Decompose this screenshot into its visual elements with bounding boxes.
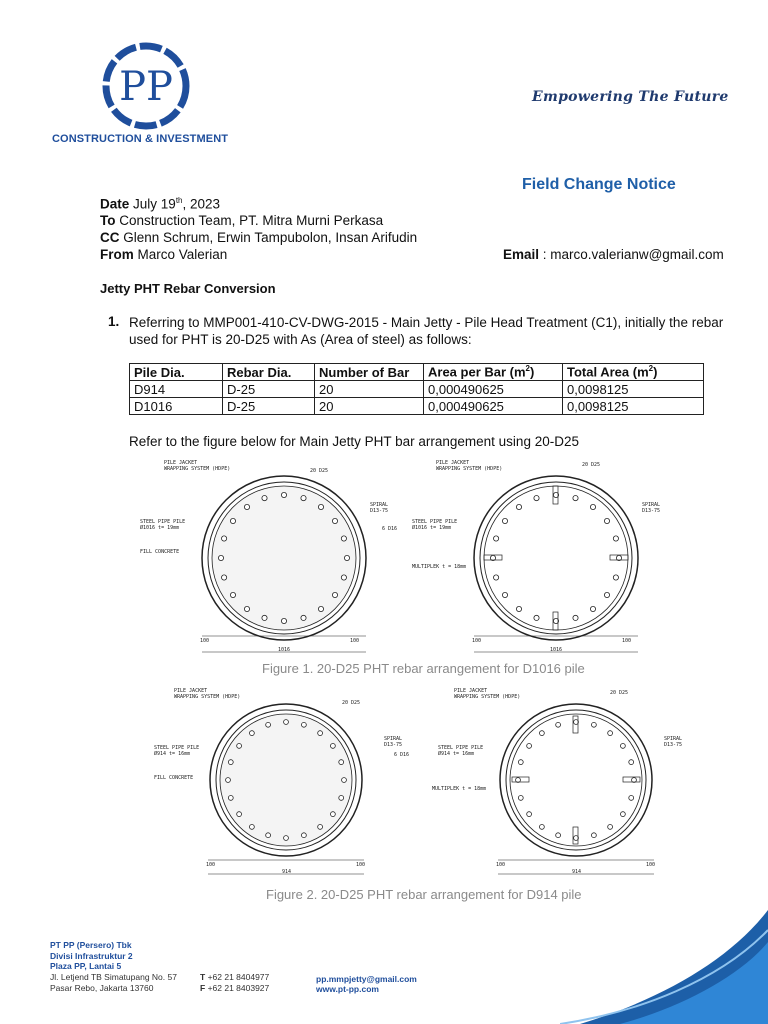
footer-address-line: Pasar Rebo, Jakarta 13760 [50,983,154,993]
rebar-bar [613,536,618,541]
company-name: CONSTRUCTION & INVESTMENT [52,133,229,145]
table-cell: D-25 [223,381,315,398]
meta-to [100,213,383,228]
svg-text:D13-75: D13-75 [664,742,683,748]
footer-company-line: PT PP (Persero) Tbk [50,940,132,950]
svg-text:WRAPPING SYSTEM (HDPE): WRAPPING SYSTEM (HDPE) [454,694,521,700]
rebar-bar [540,825,545,830]
rebar-bar [494,575,499,580]
svg-text:Ø1016 t= 19mm: Ø1016 t= 19mm [140,525,180,531]
rebar-bar [301,615,306,620]
table-cell: D914 [130,381,223,398]
svg-text:100: 100 [496,862,506,868]
to-value: Construction Team, PT. Mitra Murni Perkasa [119,213,384,228]
meta-date [100,196,220,212]
svg-text:20 D25: 20 D25 [610,690,629,696]
svg-text:SPIRAL: SPIRAL [370,502,389,508]
svg-text:914: 914 [282,869,292,875]
email-label: Email [503,247,540,262]
rebar-ring [490,492,621,623]
meta-cc [100,230,417,245]
rebar-bar [613,575,618,580]
svg-text:Ø1016 t= 19mm: Ø1016 t= 19mm [412,525,452,531]
email-value: : marco.valerianw@gmail.com [542,247,724,262]
rebar-bar [339,796,344,801]
rebar-bar [332,592,337,597]
svg-text:914: 914 [572,869,582,875]
svg-text:PILE JACKET: PILE JACKET [454,688,488,694]
svg-text:D13-75: D13-75 [642,508,661,514]
rebar-bar [237,812,242,817]
svg-text:6 D16: 6 D16 [394,752,410,758]
rebar-bar [228,760,233,765]
rebar-bar [556,833,561,838]
date-suffix: th [175,196,183,205]
rebar-bar [502,592,507,597]
rebar-bar [502,518,507,523]
rebar-bar [250,825,255,830]
rebar-bar [266,833,271,838]
footer-address [50,972,177,994]
rebar-bar [494,536,499,541]
table-row [130,398,704,415]
rebar-bar [244,504,249,509]
svg-text:100: 100 [200,638,210,644]
rebar-bar [222,575,227,580]
to-label: To [100,213,116,228]
rebar-bar [527,812,532,817]
rebar-bar [302,722,307,727]
rebar-bar [318,731,323,736]
rebar-bar [621,812,626,817]
svg-text:100: 100 [206,862,216,868]
rebar-bar [331,812,336,817]
table-cell: 20 [315,381,424,398]
svg-text:Ø914 t= 16mm: Ø914 t= 16mm [154,751,191,757]
from-label: From [100,247,134,262]
rebar-bar [244,606,249,611]
pp-logo-icon [100,40,192,132]
footer-web [316,975,417,994]
svg-text:SPIRAL: SPIRAL [642,502,661,508]
rebar-bar [608,731,613,736]
rebar-bar [518,760,523,765]
rebar-bar [573,496,578,501]
rebar-bar [302,833,307,838]
rebar-bar [284,836,289,841]
svg-text:STEEL PIPE PILE: STEEL PIPE PILE [438,745,484,751]
figure1-caption: Figure 1. 20-D25 PHT rebar arrangement for D1016 pile [262,661,585,676]
footer-company-line: Divisi Infrastruktur 2 [50,950,133,961]
svg-text:20 D25: 20 D25 [310,468,329,474]
tagline: Empowering The Future [532,89,729,105]
document-title: Field Change Notice [522,176,676,193]
svg-text:1016: 1016 [278,647,291,653]
table-header-row [130,364,704,381]
rebar-bar [534,615,539,620]
rebar-bar [281,618,286,623]
rebar-bar [318,606,323,611]
rebar-bar [226,778,231,783]
svg-text:PILE JACKET: PILE JACKET [164,460,198,466]
col-rebar-dia: Rebar Dia. [223,364,315,381]
rebar-table [129,363,704,415]
figure1-left-drawing [134,456,424,656]
rebar-bar [262,496,267,501]
rebar-bar [332,518,337,523]
rebar-bar [262,615,267,620]
svg-text:STEEL PIPE PILE: STEEL PIPE PILE [412,519,458,525]
rebar-bar [621,744,626,749]
svg-text:STEEL PIPE PILE: STEEL PIPE PILE [154,745,200,751]
svg-text:FILL CONCRETE: FILL CONCRETE [154,775,194,781]
item-number: 1. [108,314,120,329]
rebar-bar [281,492,286,497]
rebar-bar [230,518,235,523]
svg-text:PILE JACKET: PILE JACKET [174,688,208,694]
figure2-left-drawing [146,684,416,880]
figure2-caption: Figure 2. 20-D25 PHT rebar arrangement for D914 pile [266,887,582,902]
svg-text:D13-75: D13-75 [384,742,403,748]
col-number-of-bar: Number of Bar [315,364,424,381]
svg-text:WRAPPING SYSTEM (HDPE): WRAPPING SYSTEM (HDPE) [174,694,241,700]
svg-text:MULTIPLEK t = 18mm: MULTIPLEK t = 18mm [432,786,487,792]
svg-text:Ø914 t= 16mm: Ø914 t= 16mm [438,751,475,757]
svg-text:100: 100 [622,638,632,644]
rebar-bar [237,744,242,749]
svg-text:100: 100 [646,862,656,868]
rebar-bar [341,536,346,541]
rebar-ring [516,720,637,841]
rebar-bar [250,731,255,736]
company-logo [52,40,242,150]
rebar-bar [629,796,634,801]
rebar-bar [341,575,346,580]
svg-text:PILE JACKET: PILE JACKET [436,460,470,466]
svg-text:WRAPPING SYSTEM (HDPE): WRAPPING SYSTEM (HDPE) [164,466,231,472]
rebar-bar [318,825,323,830]
rebar-bar [516,606,521,611]
rebar-bar [344,555,349,560]
svg-text:MULTIPLEK t = 18mm: MULTIPLEK t = 18mm [412,564,467,570]
table-cell: D1016 [130,398,223,415]
rebar-bar [604,592,609,597]
rebar-bar [218,555,223,560]
rebar-bar [592,833,597,838]
svg-text:1016: 1016 [550,647,563,653]
rebar-bar [222,536,227,541]
cc-value: Glenn Schrum, Erwin Tampubolon, Insan Arifudin [123,230,418,245]
from-value: Marco Valerian [137,247,228,262]
rebar-bar [318,504,323,509]
footer-company-line: Plaza PP, Lantai 5 [50,961,122,971]
footer-phone-line: T +62 21 8404977 [200,972,270,982]
rebar-bar [629,760,634,765]
footer-company [50,940,133,972]
footer-email[interactable]: pp.mmpjetty@gmail.com [316,974,417,984]
table-cell: 0,0098125 [563,381,704,398]
rebar-bar [592,722,597,727]
rebar-bar [230,592,235,597]
table-cell: 0,0098125 [563,398,704,415]
footer-phone [200,972,269,994]
rebar-bar [301,496,306,501]
refer-text: Refer to the figure below for Main Jetty PHT bar arrangement using 20-D25 [129,434,579,449]
rebar-bar [284,720,289,725]
svg-text:SPIRAL: SPIRAL [384,736,403,742]
table-cell: 0,000490625 [424,381,563,398]
svg-text:WRAPPING SYSTEM (HDPE): WRAPPING SYSTEM (HDPE) [436,466,503,472]
rebar-bar [590,606,595,611]
meta-from [100,247,227,262]
rebar-bar [590,504,595,509]
svg-text:100: 100 [350,638,360,644]
svg-text:100: 100 [356,862,366,868]
rebar-bar [527,744,532,749]
svg-text:20 D25: 20 D25 [582,462,601,468]
table-cell: 20 [315,398,424,415]
footer-fax-line: F +62 21 8403927 [200,983,270,993]
figure2-right-drawing [426,684,696,880]
rebar-bar [604,518,609,523]
rebar-bar [518,796,523,801]
rebar-bar [331,744,336,749]
rebar-bar [556,722,561,727]
date-day: July 19 [133,196,176,212]
svg-text:SPIRAL: SPIRAL [664,736,683,742]
item-text: Referring to MMP001-410-CV-DWG-2015 - Main Jetty - Pile Head Treatment (C1), initially the rebar used for PHT is 20-D25 with As (Area of steel) as follows: [129,315,724,347]
rebar-bar [266,722,271,727]
svg-text:6 D16: 6 D16 [382,526,398,532]
rebar-bar [608,825,613,830]
rebar-bar [228,796,233,801]
svg-text:FILL CONCRETE: FILL CONCRETE [140,549,180,555]
table-row [130,381,704,398]
svg-text:STEEL PIPE PILE: STEEL PIPE PILE [140,519,186,525]
col-total-area: Total Area $(m^2)$ [563,364,704,381]
col-area-per-bar: Area per Bar $(m^2)$ [424,364,563,381]
date-year: , 2023 [182,196,221,212]
table-cell: 0,000490625 [424,398,563,415]
footer-website[interactable]: www.pt-pp.com [316,983,379,994]
date-label: Date [100,196,130,212]
rebar-bar [516,504,521,509]
rebar-bar [339,760,344,765]
col-pile-dia: Pile Dia. [130,364,223,381]
meta-email [503,247,724,262]
svg-text:20 D25: 20 D25 [342,700,361,706]
table-cell: D-25 [223,398,315,415]
cc-label: CC [100,230,120,245]
svg-text:100: 100 [472,638,482,644]
svg-text:PP: PP [119,64,173,110]
decorative-wave [560,890,768,1024]
rebar-bar [540,731,545,736]
figure1-right-drawing [406,456,696,656]
rebar-bar [534,496,539,501]
rebar-bar [573,615,578,620]
rebar-bar [342,778,347,783]
subject-heading: Jetty PHT Rebar Conversion [100,281,276,296]
footer-address-line: Jl. Letjend TB Simatupang No. 57 [50,972,177,982]
svg-text:D13-75: D13-75 [370,508,389,514]
